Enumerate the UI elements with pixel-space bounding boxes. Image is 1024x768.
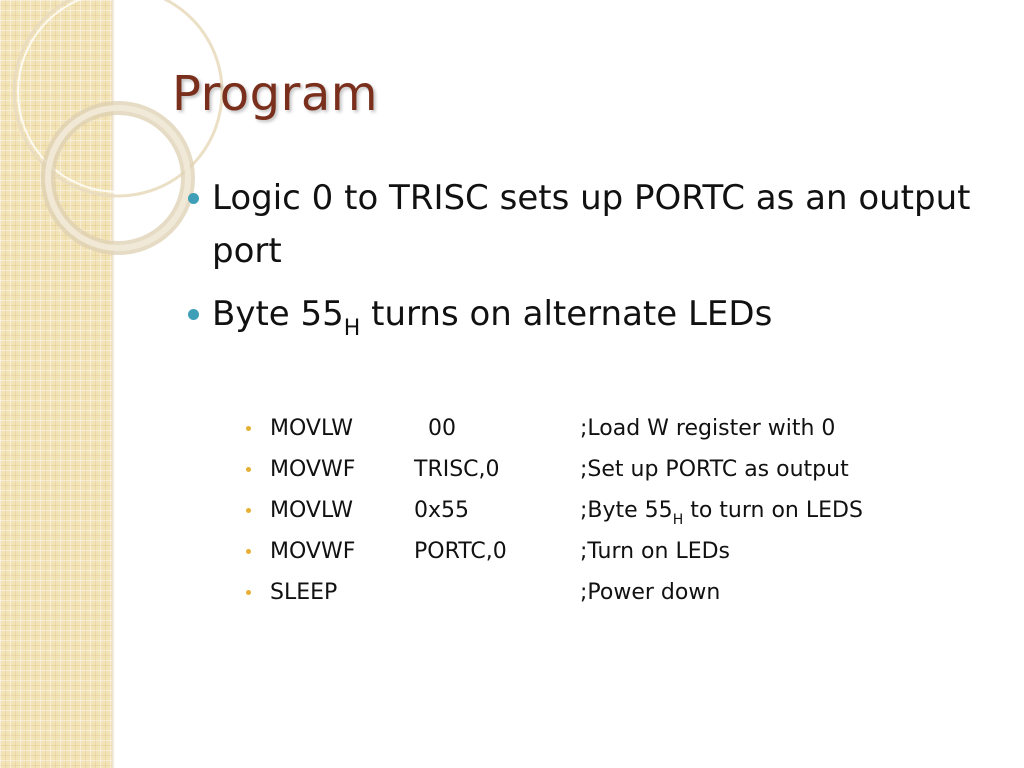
code-bullet-icon <box>246 508 251 513</box>
bullet-item <box>188 288 988 345</box>
opcode: MOVWF <box>270 457 356 482</box>
code-bullet-icon <box>246 426 251 431</box>
code-bullet-icon <box>246 467 251 472</box>
bullet-text: Byte 55 <box>212 294 344 334</box>
bullet-item <box>188 172 988 278</box>
code-comment-tail: to turn on LEDS <box>683 498 863 523</box>
code-line <box>246 531 926 572</box>
code-comment-text: ;Byte 55 <box>580 498 673 523</box>
code-comment: ;Set up PORTC as output <box>580 457 849 482</box>
opcode: MOVLW <box>270 498 353 523</box>
operand: 00 <box>428 416 456 441</box>
code-line <box>246 408 926 449</box>
operand: TRISC,0 <box>414 457 500 482</box>
code-line <box>246 572 926 613</box>
opcode: MOVWF <box>270 539 356 564</box>
bullet-dot-icon <box>188 193 199 204</box>
bullet-dot-icon <box>188 309 199 320</box>
bullet-list <box>188 172 988 355</box>
code-bullet-icon <box>246 549 251 554</box>
code-comment-subscript: H <box>672 512 684 528</box>
decorative-rings <box>0 0 130 260</box>
code-comment <box>580 490 863 534</box>
slide-title: Program <box>172 66 379 122</box>
code-comment: ;Power down <box>580 580 721 605</box>
opcode: SLEEP <box>270 580 338 605</box>
operand: PORTC,0 <box>414 539 507 564</box>
code-bullet-icon <box>246 590 251 595</box>
code-line <box>246 449 926 490</box>
code-listing <box>246 408 926 613</box>
code-comment: ;Turn on LEDs <box>580 539 731 564</box>
code-line <box>246 490 926 531</box>
operand: 0x55 <box>414 498 470 523</box>
bullet-subscript: H <box>343 316 361 341</box>
bullet-text: Logic 0 to TRISC sets up PORTC as an output port <box>212 178 971 271</box>
opcode: MOVLW <box>270 416 353 441</box>
bullet-text-tail: turns on alternate LEDs <box>360 294 773 334</box>
code-comment: ;Load W register with 0 <box>580 416 836 441</box>
